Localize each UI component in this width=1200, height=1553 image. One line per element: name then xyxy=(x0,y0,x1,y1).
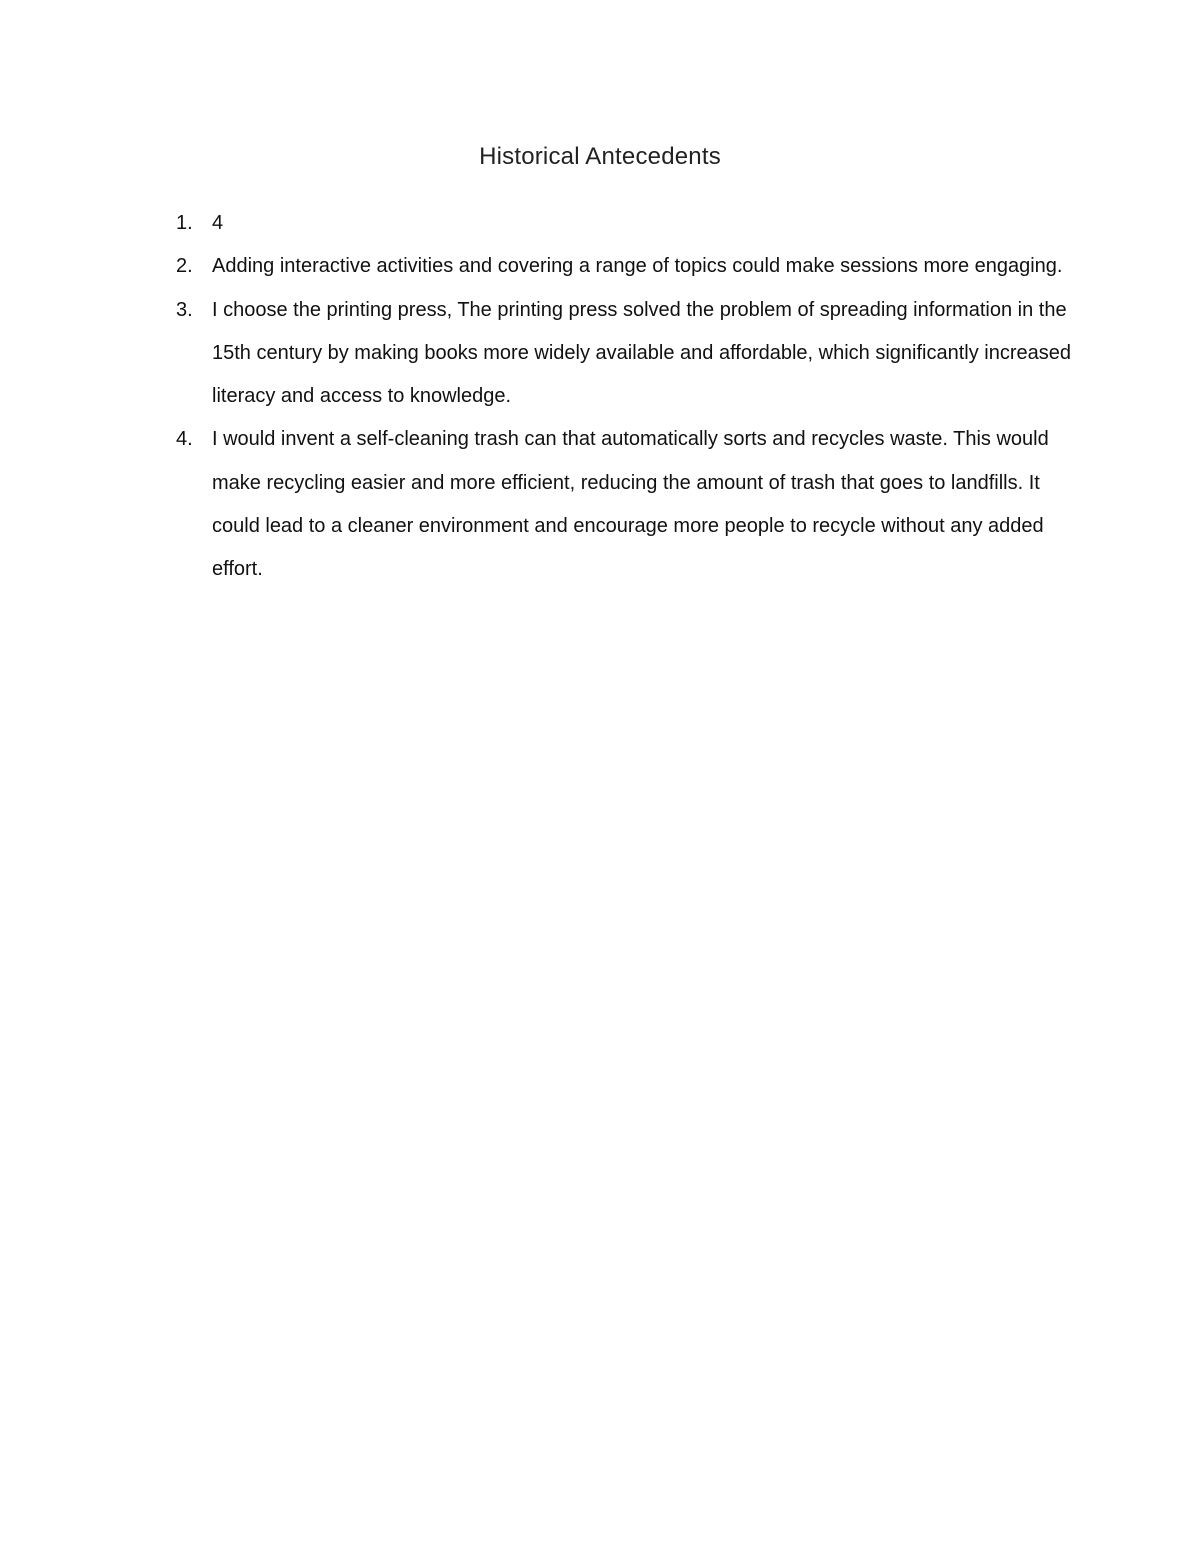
list-item-number: 4. xyxy=(176,428,193,451)
list-item-text: Adding interactive activities and covering a range of topics could make sessions more engaging. xyxy=(212,255,1063,278)
list-item-text: I choose the printing press, The printing press solved the problem of spreading information in the 15th century by making books more widely available and affordable, which significantly increased literacy and access to knowledge. xyxy=(212,298,1071,408)
list-item-text: I would invent a self-cleaning trash can that automatically sorts and recycles waste. This would make recycling easier and more efficient, reducing the amount of trash that goes to landfills. It could lead to a cleaner environment and encourage more people to recycle without any added effort. xyxy=(212,428,1049,581)
list-item xyxy=(176,202,1076,245)
list-item xyxy=(176,418,1076,591)
answer-list xyxy=(176,202,1076,592)
list-item xyxy=(176,289,1076,419)
list-item xyxy=(176,245,1076,288)
list-item-number: 3. xyxy=(176,298,193,321)
list-item-text: 4 xyxy=(212,212,224,234)
list-item-number: 1. xyxy=(176,212,193,234)
page-title: Historical Antecedents xyxy=(479,143,721,170)
list-item-number: 2. xyxy=(176,255,193,278)
